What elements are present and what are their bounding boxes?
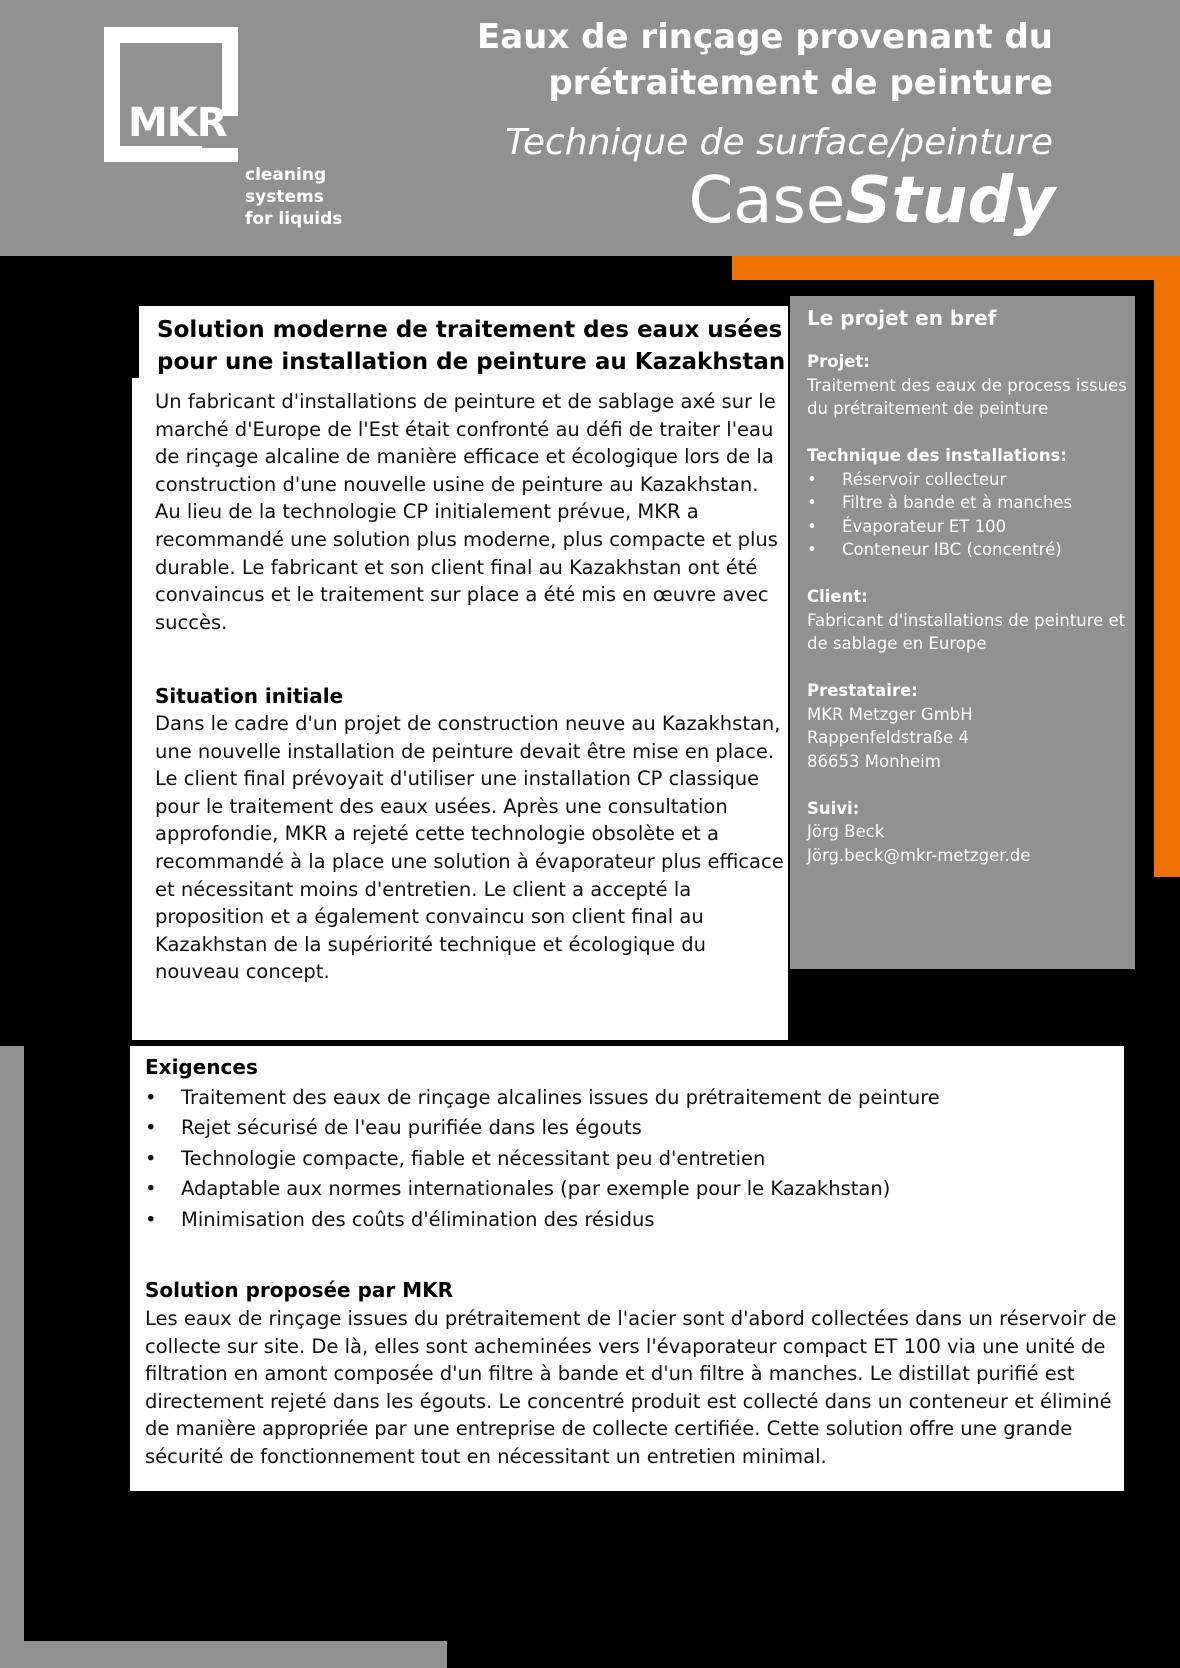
suivi-email-link[interactable]: Jörg.beck@mkr-metzger.de — [807, 845, 1031, 865]
tagline-line: systems — [245, 187, 324, 207]
article-box-edge — [132, 378, 140, 1040]
project-summary-panel — [790, 296, 1135, 969]
document-title: Eaux de rinçage provenant du prétraitement de peinture — [476, 17, 1053, 103]
prestataire-line: Rappenfeldstraße 4 — [807, 728, 970, 747]
list-item: • Technologie compacte, fiable et nécessitant peu d'entretien — [145, 1144, 1105, 1174]
solution-heading: Solution proposée par MKR — [145, 1278, 454, 1302]
case-label-bold: Study — [845, 164, 1055, 238]
client-value: Fabricant d'installations de peinture et de sablage en Europe — [807, 610, 1126, 653]
requirements-list — [145, 1083, 1105, 1235]
panel-body — [807, 350, 1127, 867]
projet-value: Traitement des eaux de process issues du prétraitement de peinture — [807, 375, 1127, 418]
tagline-line: for liquids — [245, 209, 343, 229]
projet-label: Projet: — [807, 352, 870, 371]
prestataire-line: MKR Metzger GmbH — [807, 704, 973, 724]
solution-body: Les eaux de rinçage issues du prétraitement de l'acier sont d'abord collectées dans un réservoir de collecte sur site. De là, elles sont acheminées vers l'évaporateur compact ET 100 via une unité de filtration en amont composée d'un filtre à bande et d'un filtre à manches. Le distillat purifié est directement rejeté dans les égouts. Le concentré produit est collecté dans un conteneur et éliminé de manière appropriée par une entreprise de collecte certifiée. Cette solution offre une grande sécurité de fonctionnement tout en nécessitant un entretien minimal. — [145, 1307, 1117, 1468]
list-item: • Réservoir collecteur — [807, 468, 1127, 492]
case-study-label — [689, 166, 1055, 236]
list-item: • Rejet sécurisé de l'eau purifiée dans les égouts — [145, 1113, 1105, 1143]
requirements-heading: Exigences — [145, 1055, 258, 1079]
tagline-line: cleaning — [245, 165, 327, 185]
prestataire-line: 86653 Monheim — [807, 751, 941, 771]
orange-accent-side — [1154, 256, 1180, 877]
document-subtitle: Technique de surface/peinture — [505, 122, 1053, 163]
list-item: • Évaporateur ET 100 — [807, 515, 1127, 539]
list-item: • Minimisation des coûts d'élimination des résidus — [145, 1205, 1105, 1235]
list-item: • Conteneur IBC (concentré) — [807, 538, 1127, 562]
gray-accent-bottom — [0, 1641, 447, 1668]
situation-heading: Situation initiale — [155, 684, 344, 708]
list-item: • Adaptable aux normes internationales (par exemple pour le Kazakhstan) — [145, 1174, 1105, 1204]
situation-body: Dans le cadre d'un projet de construction neuve au Kazakhstan, une nouvelle installation de peinture devait être mise en place. Le client final prévoyait d'utiliser une installation CP classique pour le traitement des eaux usées. Après une consultation approfondie, MKR a rejeté cette technologie obsolète et a recommandé à la place une solution à évaporateur plus efficace et nécessitant moins d'entretien. Le client a accepté la proposition et a également convaincu son client final au Kazakhstan de la supériorité technique et écologique du nouveau concept. — [155, 712, 784, 984]
orange-accent-top — [732, 256, 1180, 280]
client-label: Client: — [807, 587, 868, 606]
prestataire-label: Prestataire: — [807, 681, 918, 700]
logo-tagline — [245, 164, 342, 230]
list-item: • Traitement des eaux de rinçage alcalines issues du prétraitement de peinture — [145, 1083, 1105, 1113]
gray-accent-left — [0, 1046, 24, 1668]
article-heading: Solution moderne de traitement des eaux usées pour une installation de peinture au Kazakhstan — [157, 317, 786, 375]
technique-label: Technique des installations: — [807, 446, 1067, 465]
mkr-logo-text: MKR — [128, 100, 227, 146]
case-label-light: Case — [688, 164, 846, 238]
suivi-name: Jörg Beck — [807, 822, 885, 841]
list-item: • Filtre à bande et à manches — [807, 491, 1127, 515]
panel-title: Le projet en bref — [807, 306, 997, 330]
article-intro: Un fabricant d'installations de peinture et de sablage axé sur le marché d'Europe de l'Est était confronté au défi de traiter l'eau de rinçage alcaline de manière efficace et écologique lors de la construction d'une nouvelle usine de peinture au Kazakhstan. Au lieu de la technologie CP initialement prévue, MKR a recommandé une solution plus moderne, plus compacte et plus durable. Le fabricant et son client final au Kazakhstan ont été convaincus et le traitement sur place a été mis en œuvre avec succès. — [155, 390, 778, 634]
technique-list — [807, 468, 1127, 562]
suivi-label: Suivi: — [807, 798, 860, 818]
